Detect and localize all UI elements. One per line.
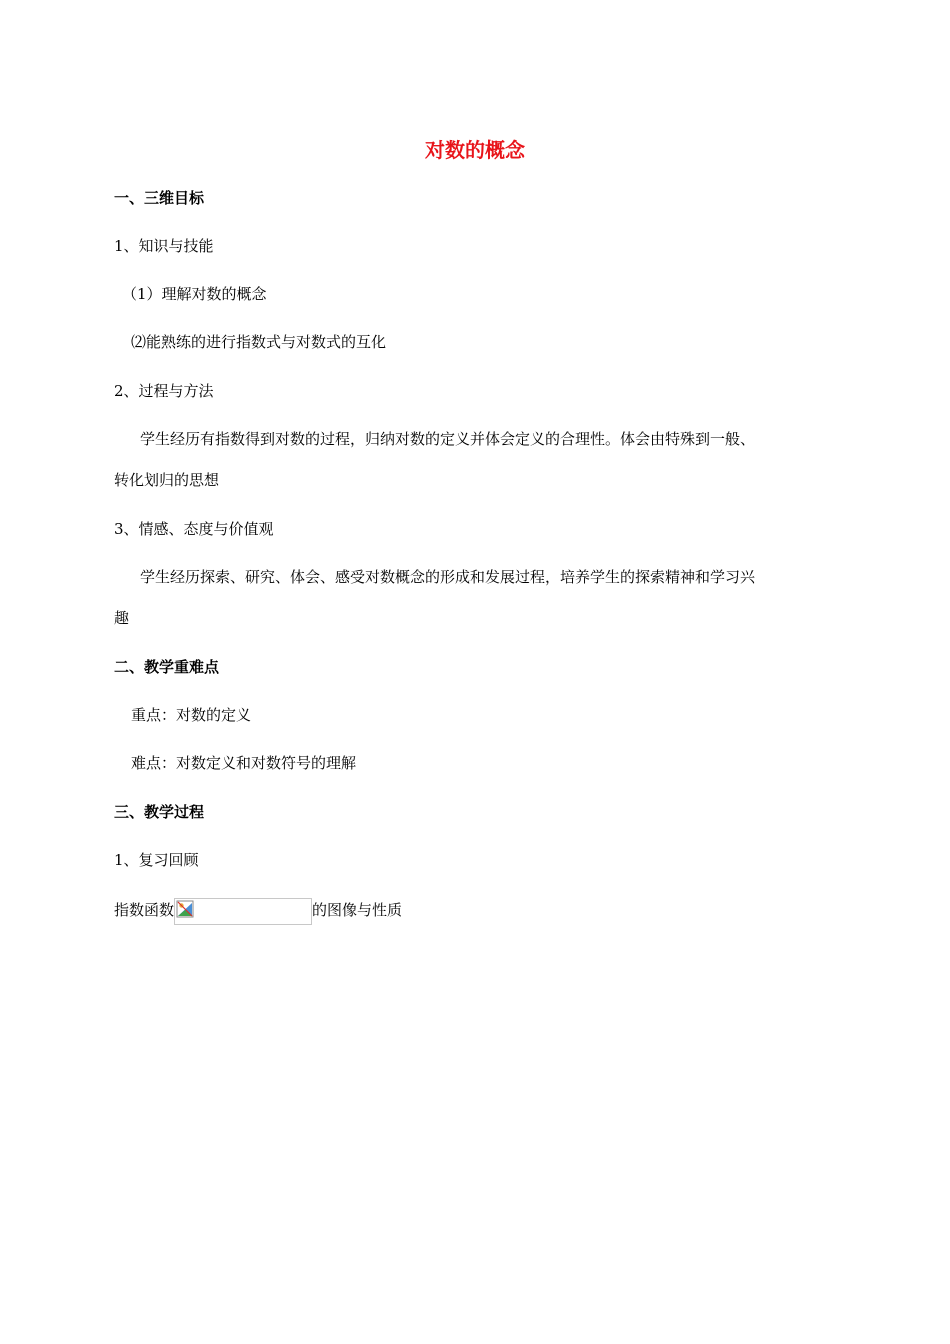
review-line — [114, 900, 402, 925]
section-heading-key-points: 二、教学重难点 — [114, 658, 220, 676]
document-title: 对数的概念 — [425, 138, 525, 162]
paragraph-process-line-2: 转化划归的思想 — [114, 471, 220, 489]
broken-image-icon — [176, 900, 194, 918]
paragraph-emotion-line-2: 趣 — [114, 609, 130, 627]
section-heading-goals: 一、三维目标 — [114, 189, 205, 207]
section-heading-teaching-process: 三、教学过程 — [114, 803, 205, 821]
subheading-process-method: 2、过程与方法 — [114, 382, 214, 400]
subheading-emotion-values: 3、情感、态度与价值观 — [114, 520, 274, 538]
goal-item-2: ⑵能熟练的进行指数式与对数式的互化 — [131, 333, 387, 351]
key-point: 重点：对数的定义 — [131, 706, 252, 724]
subheading-review: 1、复习回顾 — [114, 851, 199, 869]
difficult-point: 难点：对数定义和对数符号的理解 — [131, 754, 357, 772]
paragraph-process-line-1: 学生经历有指数得到对数的过程，归纳对数的定义并体会定义的合理性。体会由特殊到一般、 — [140, 430, 756, 448]
broken-image-placeholder — [174, 898, 312, 925]
subheading-knowledge-skills: 1、知识与技能 — [114, 237, 214, 255]
paragraph-emotion-line-1: 学生经历探索、研究、体会、感受对数概念的形成和发展过程，培养学生的探索精神和学习兴 — [140, 568, 756, 586]
goal-item-1: （1）理解对数的概念 — [122, 285, 267, 303]
review-suffix: 的图像与性质 — [312, 901, 403, 919]
review-prefix: 指数函数 — [114, 901, 175, 919]
